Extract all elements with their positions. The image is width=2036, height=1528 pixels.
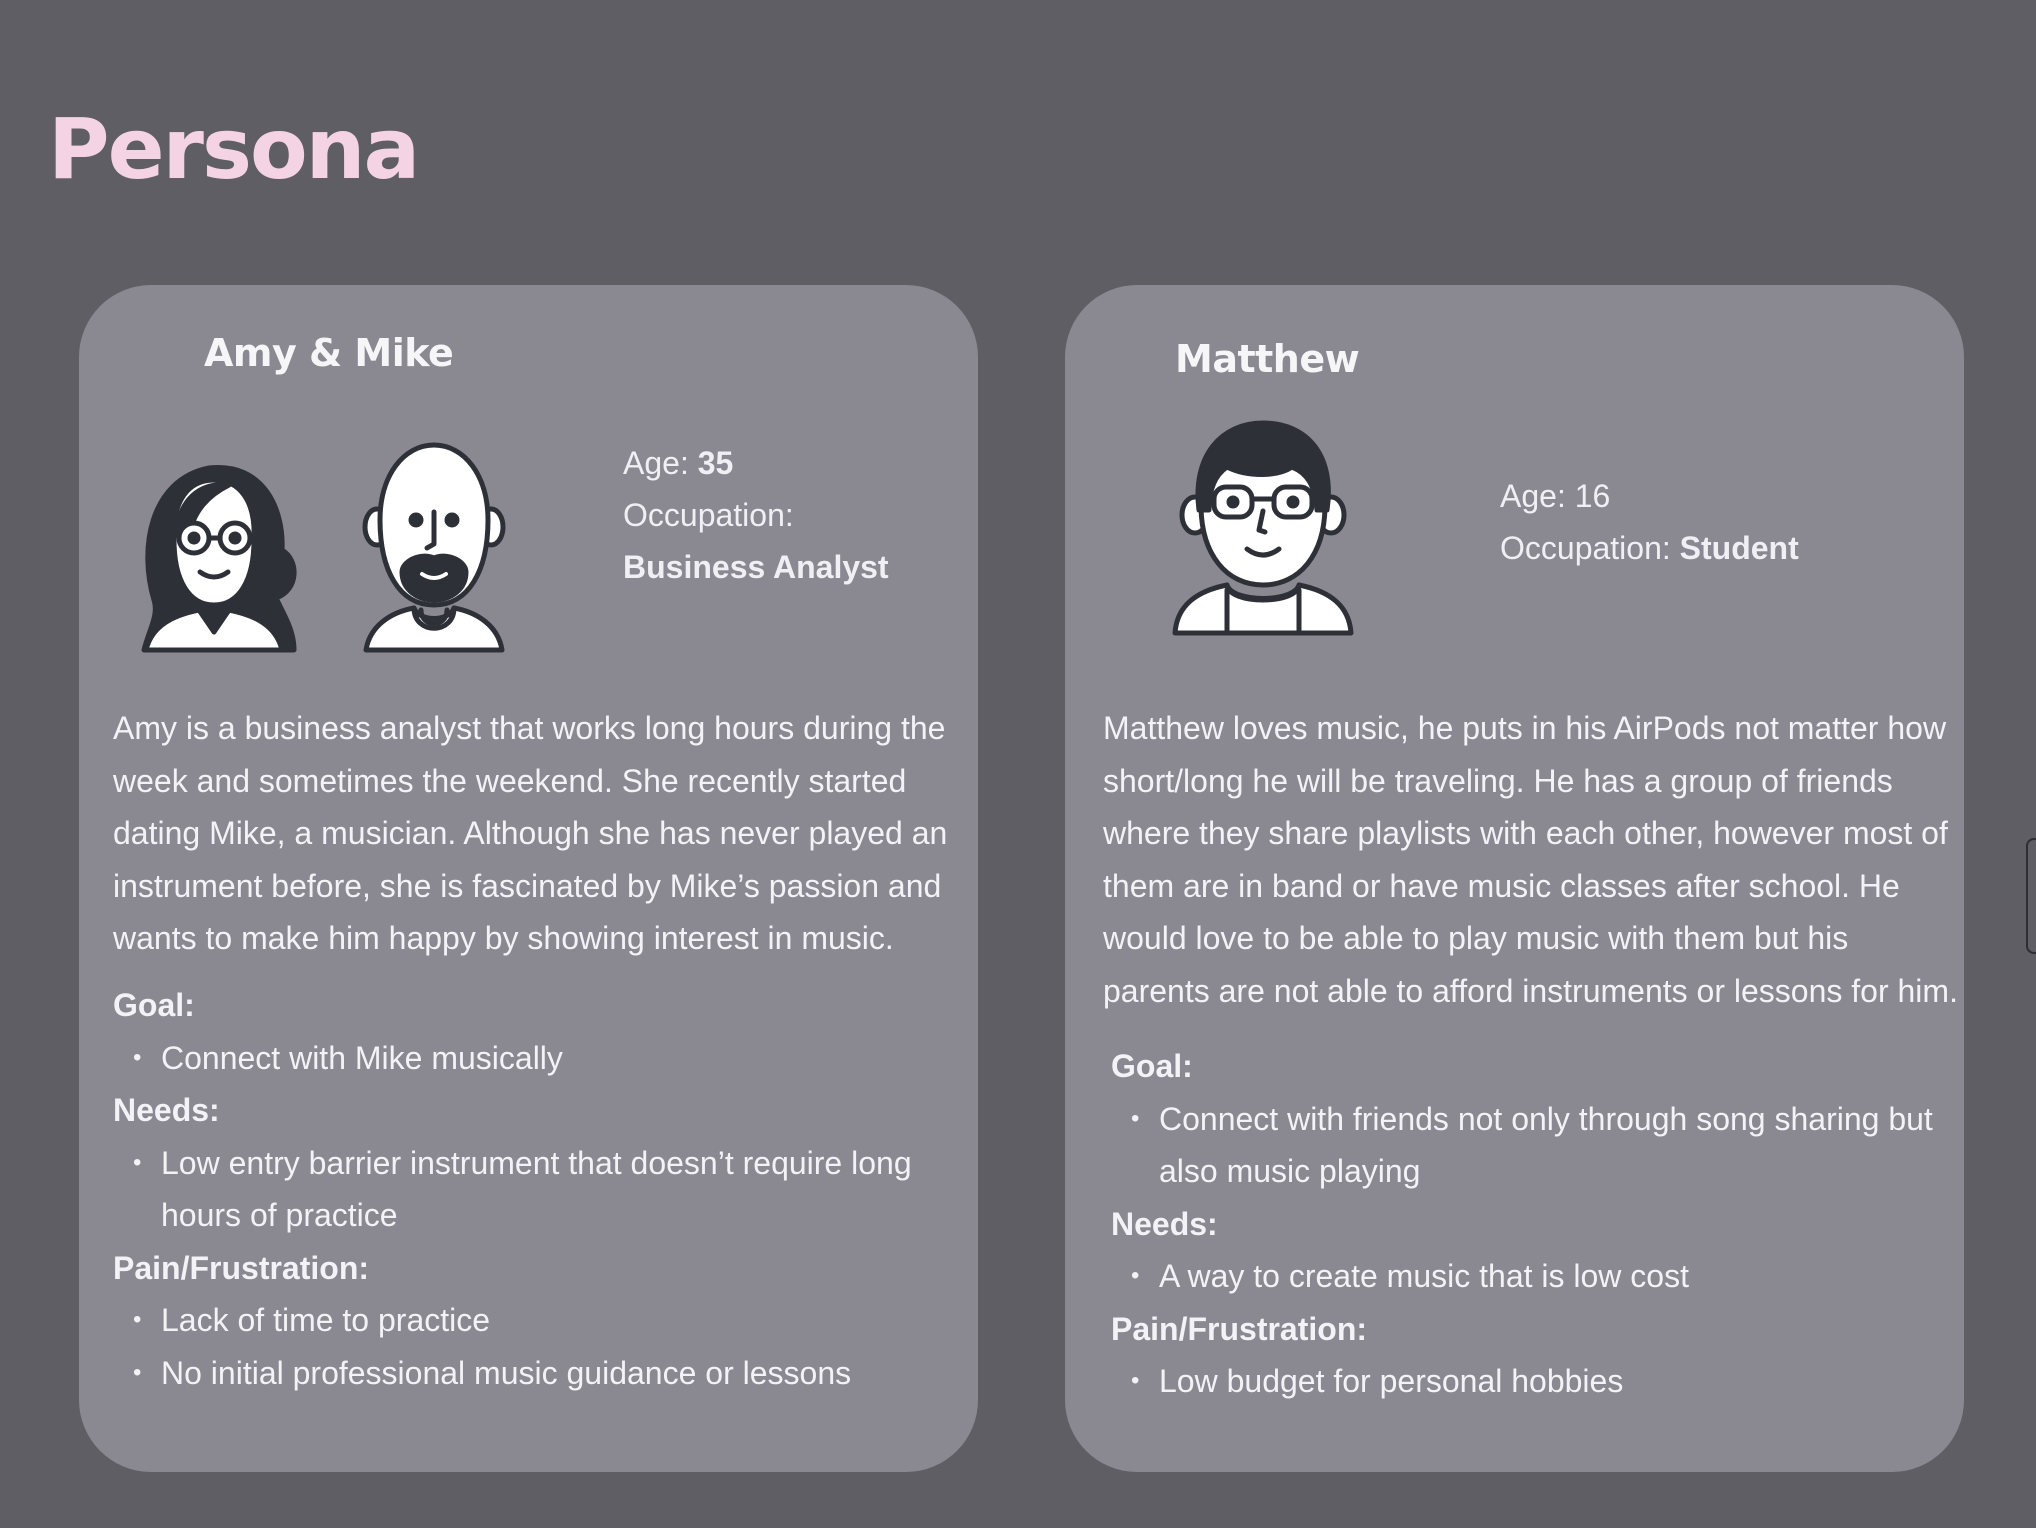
persona-card-matthew [1065,285,1964,1472]
goal-item: • Connect with Mike musically [161,1032,933,1085]
persona-bio [113,702,947,965]
persona-card-amy-mike [79,285,978,1472]
bio-line: parents are not able to afford instruments or lessons for him. [1103,972,1958,1009]
bio-line: Matthew loves music, he puts in his AirPods not matter how [1103,710,1947,746]
needs-label: Needs: [113,1092,220,1128]
bio-line: would love to be able to play music with them but his [1103,920,1849,956]
needs-item: • Low entry barrier instrument that doesn’t require long hours of practice [161,1137,921,1242]
pain-label: Pain/Frustration: [1111,1310,1368,1347]
age-label: Age: [1500,478,1566,514]
persona-bio [1103,702,1958,1017]
occupation-value: Student [1679,530,1799,566]
goal-item: • Connect with friends not only through song sharing but also music playing [1159,1093,1939,1198]
mike-avatar-icon [365,445,503,650]
bio-line: short/long he will be traveling. He has a group of friends [1103,762,1893,799]
bio-line: dating Mike, a musician. Although she has never played an [113,815,948,851]
occupation-value: Business Analyst [623,549,889,585]
bio-line: wants to make him happy by showing interest in music. [113,920,894,956]
occupation-label: Occupation: [623,497,794,533]
age-row [623,437,889,489]
pain-item: • Lack of time to practice [161,1294,933,1347]
bio-line: them are in band or have music classes after school. He [1103,867,1900,904]
pain-item: • No initial professional music guidance or lessons [161,1347,933,1400]
age-row [1500,470,1799,522]
persona-details [1111,1040,1941,1408]
persona-details [113,979,933,1399]
pain-item: • Low budget for personal hobbies [1159,1355,1941,1408]
pain-list [1111,1355,1941,1408]
goal-list [113,1032,933,1085]
needs-list [113,1137,933,1242]
pain-list [113,1294,933,1399]
page-title: Persona [48,100,419,198]
age-label: Age: [623,445,689,481]
goal-label: Goal: [1111,1048,1193,1084]
bio-line: where they share playlists with each other, however most of [1103,815,1948,851]
amy-mike-avatars-icon [134,440,544,662]
age-value: 16 [1574,478,1611,514]
occupation-row [1500,522,1799,574]
goal-list [1111,1093,1941,1198]
persona-name: Amy & Mike [204,331,454,375]
goal-label: Goal: [113,987,195,1023]
persona-name: Matthew [1175,337,1360,381]
needs-list [1111,1250,1941,1303]
pain-label: Pain/Frustration: [113,1249,370,1286]
persona-meta [623,437,889,593]
scroll-handle[interactable] [2026,838,2036,954]
persona-meta [1500,470,1799,574]
needs-label: Needs: [1111,1205,1218,1242]
bio-line: instrument before, she is fascinated by Mike’s passion and [113,867,942,904]
matthew-avatar-icon [1167,415,1359,640]
bio-line: Amy is a business analyst that works long hours during the [113,710,946,746]
bio-line: week and sometimes the weekend. She recently started [113,762,907,799]
needs-item: • A way to create music that is low cost [1159,1250,1941,1303]
occupation-label: Occupation: [1500,530,1671,566]
age-value: 35 [697,445,734,481]
amy-avatar-icon [144,467,294,650]
